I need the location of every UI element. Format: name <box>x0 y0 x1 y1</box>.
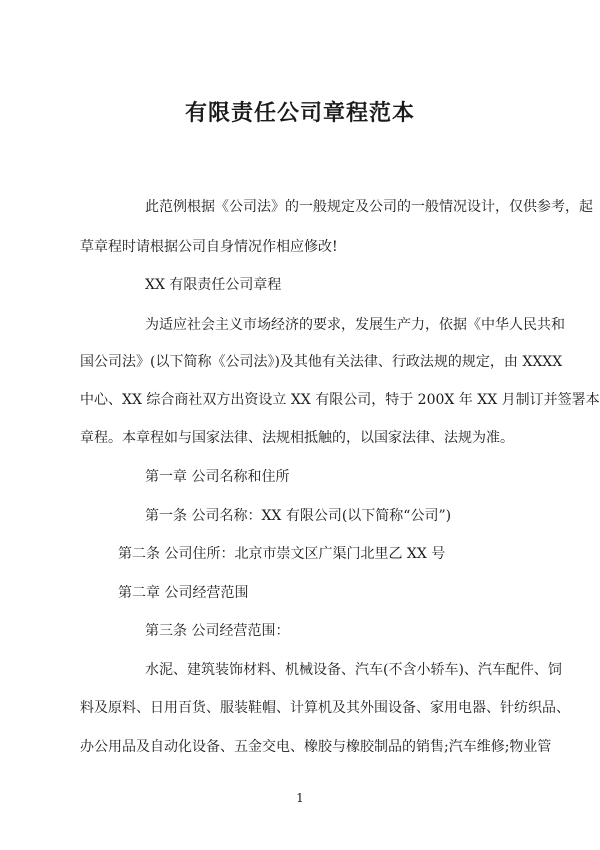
section-heading: XX 有限责任公司章程 <box>145 277 282 293</box>
paragraph-line: 办公用品及自动化设备、五金交电、橡胶与橡胶制品的销售;汽车维修;物业管 <box>80 739 552 755</box>
article-line: 第三条 公司经营范围： <box>145 623 290 639</box>
paragraph-line: 水泥、建筑装饰材料、机械设备、汽车(不含小轿车)、汽车配件、饲 <box>145 662 562 678</box>
article-line: 第一条 公司名称：XX 有限公司(以下简称“公司”) <box>145 508 452 524</box>
article-line: 第二条 公司住所：北京市崇文区广渠门北里乙 XX 号 <box>118 546 446 562</box>
paragraph-line: 中心、XX 综合商社双方出资设立 XX 有限公司，特于 200X 年 XX 月制订并签署本 <box>80 392 600 408</box>
chapter-heading: 第一章 公司名称和住所 <box>145 469 290 485</box>
page-number: 1 <box>296 791 304 805</box>
paragraph-line: 国公司法》(以下简称《公司法》)及其他有关法律、行政法规的规定，由 XXXX <box>80 354 563 370</box>
chapter-heading: 第二章 公司经营范围 <box>118 585 249 601</box>
paragraph-line: 章程。本章程如与国家法律、法规相抵触的，以国家法律、法规为准。 <box>80 430 514 446</box>
paragraph-line: 为适应社会主义市场经济的要求，发展生产力，依据《中华人民共和 <box>145 317 565 333</box>
paragraph-line: 料及原料、日用百货、服装鞋帽、计算机及其外围设备、家用电器、针纺织品、 <box>80 700 570 716</box>
document-title: 有限责任公司章程范本 <box>184 100 415 126</box>
paragraph-line: 此范例根据《公司法》的一般规定及公司的一般情况设计，仅供参考，起 <box>145 199 593 215</box>
paragraph-line: 草章程时请根据公司自身情况作相应修改! <box>80 239 338 255</box>
